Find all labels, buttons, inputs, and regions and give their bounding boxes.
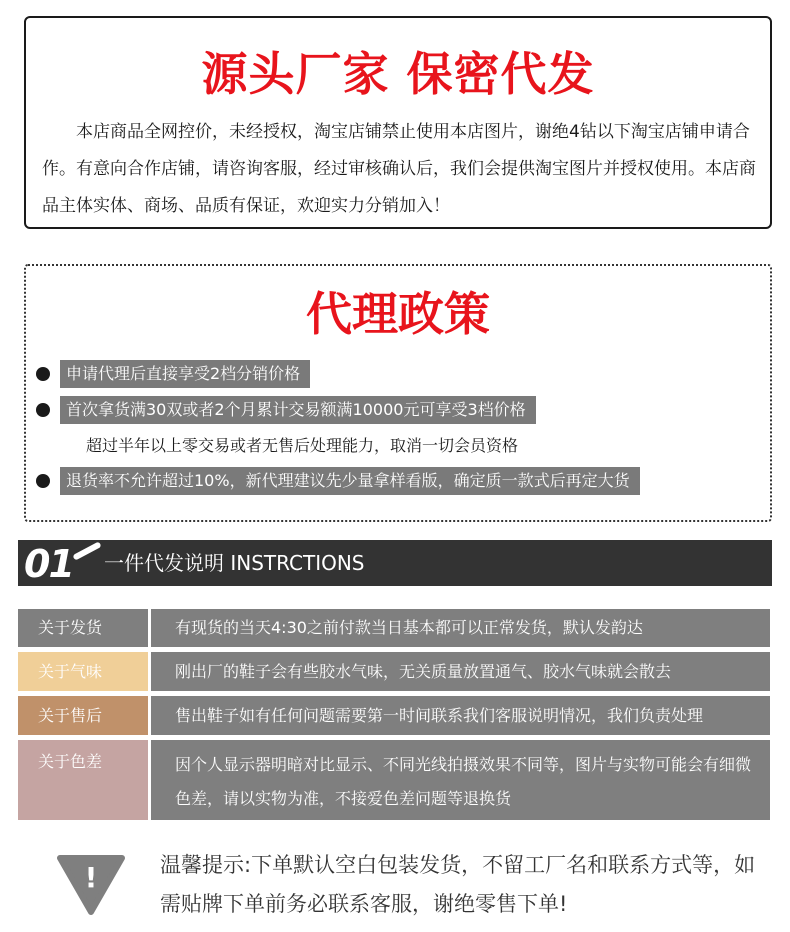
swoosh-icon: [72, 541, 101, 560]
section-number: 01: [24, 542, 73, 586]
policy-item: [36, 360, 310, 388]
policy-item: [36, 396, 536, 424]
notice-title: 源头厂家 保密代发: [201, 47, 595, 101]
row-key: 关于发货: [18, 609, 148, 647]
policy-item-text: 申请代理后直接享受2档分销价格: [60, 360, 310, 388]
policy-item-note: 超过半年以上零交易或者无售后处理能力，取消一切会员资格: [86, 436, 519, 455]
notice-body: 本店商品全网控价，未经授权，淘宝店铺禁止使用本店图片，谢绝4钻以下淘宝店铺申请合作。有意向合作店铺，请咨询客服，经过审核确认后，我们会提供淘宝图片并授权使用。本店商品主体实体、商场、品质有保证，欢迎实力分销加入！: [42, 122, 756, 216]
tip-text: 温馨提示:下单默认空白包装发货，不留工厂名和联系方式等，如需贴牌下单前务必联系客服，谢绝零售下单!: [160, 853, 756, 916]
bullet-icon: [36, 474, 50, 488]
policy-title: 代理政策: [306, 287, 490, 341]
section-label: 一件代发说明 INSTRCTIONS: [104, 551, 365, 575]
row-value: 售出鞋子如有任何问题需要第一时间联系我们客服说明情况，我们负责处理: [151, 696, 770, 735]
warning-mark: !: [84, 861, 98, 894]
bullet-icon: [36, 403, 50, 417]
policy-item-text: 退货率不允许超过10%，新代理建议先少量拿样看版，确定质一款式后再定大货: [60, 467, 640, 495]
row-key: 关于气味: [18, 652, 148, 691]
bullet-icon: [36, 367, 50, 381]
policy-item-text: 首次拿货满30双或者2个月累计交易额满10000元可享受3档价格: [60, 396, 536, 424]
table-row: [18, 609, 770, 647]
notice-box: [24, 16, 772, 229]
policy-item: [36, 467, 640, 495]
table-row: [18, 652, 770, 691]
row-key: 关于色差: [18, 740, 148, 820]
row-value: 因个人显示器明暗对比显示、不同光线拍摄效果不同等，图片与实物可能会有细微色差，请以实物为准，不接爱色差问题等退换货: [151, 740, 770, 820]
row-value: 有现货的当天4:30之前付款当日基本都可以正常发货，默认发韵达: [151, 609, 770, 647]
section-banner: [18, 540, 772, 586]
table-row: [18, 740, 770, 820]
row-key: 关于售后: [18, 696, 148, 735]
table-row: [18, 696, 770, 735]
warning-triangle-icon: [56, 852, 126, 916]
row-value: 刚出厂的鞋子会有些胶水气味，无关质量放置通气、胶水气味就会散去: [151, 652, 770, 691]
